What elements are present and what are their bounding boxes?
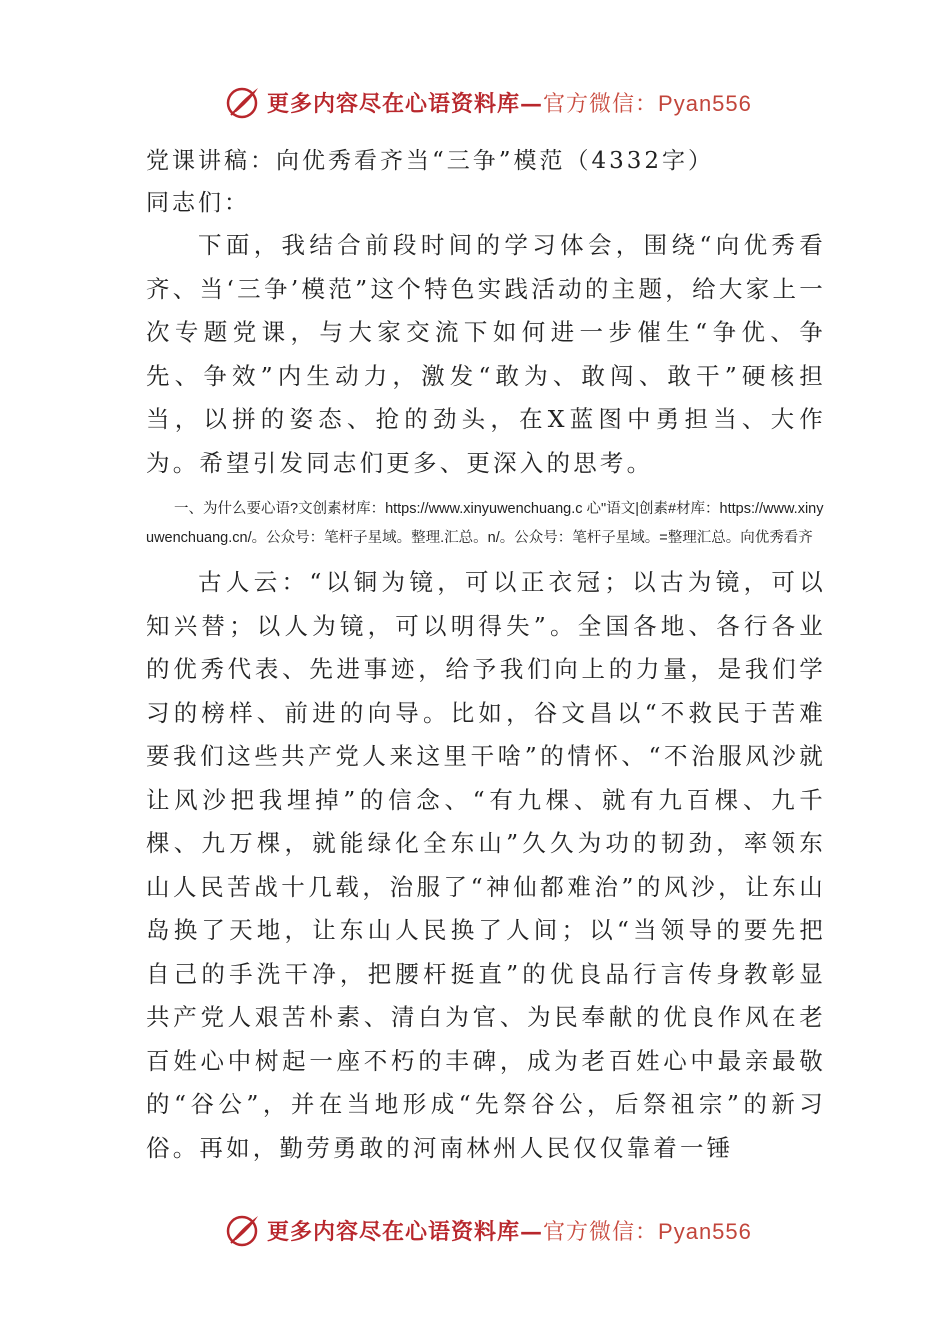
- header-banner-wechat-id: Pyan556: [658, 90, 752, 116]
- body-paragraph: 古人云：“以铜为镜，可以正衣冠；以古为镜，可以知兴替；以人为镜，可以明得失”。全国各地、各行各业的优秀代表、先进事迹，给予我们向上的力量，是我们学习的榜样、前进的向导。比如，谷文昌以“不救民于苦难要我们这些共产党人来这里干啥”的情怀、“不治服风沙就让风沙把我埋掉”的信念、“有九棵、就有九百棵、九千棵、九万棵，就能绿化全东山”久久为功的韧劲，率领东山人民苦战十几载，治服了“神仙都难治”的风沙，让东山岛换了天地，让东山人民换了人间；以“当领导的要先把自己的手洗干净，把腰杆挺直”的优良品行言传身教彰显共产党人艰苦朴素、清白为官、为民奉献的优良作风在老百姓心中树起一座不朽的丰碑，成为老百姓心中最亲最敬的“谷公”，并在当地形成“先祭谷公，后祭祖宗”的新习俗。再如，勤劳勇敢的河南林州人民仅仅靠着一锤: [146, 568, 826, 1162]
- footer-banner-main: 更多内容尽在心语资料库: [267, 1218, 521, 1245]
- document-body: [146, 140, 826, 1170]
- quill-pen-logo-icon: [225, 1212, 261, 1248]
- salutation: 同志们：: [146, 190, 250, 216]
- header-banner-dash: —: [520, 90, 544, 117]
- header-banner-main: 更多内容尽在心语资料库: [267, 90, 521, 117]
- section-heading: 一、为什么要心语?文创素材库：https://www.xinyuwenchuang.c 心"语文|创素#材库：https://www.xinyuwenchuang.cn/。公众号：笔杆子星域。整理.汇总。n/。公众号：笔杆子星域。=整理汇总。向优秀看齐: [146, 501, 824, 546]
- header-banner-official: 官方微信：: [543, 91, 659, 117]
- footer-banner-text: [267, 1215, 752, 1246]
- header-banner: [225, 82, 752, 122]
- header-banner-text: [267, 87, 752, 118]
- quill-pen-logo-icon: [225, 84, 261, 120]
- footer-banner: [225, 1210, 752, 1250]
- footer-banner-official: 官方微信：: [543, 1219, 659, 1245]
- footer-banner-wechat-id: Pyan556: [658, 1218, 752, 1244]
- footer-banner-dash: —: [520, 1218, 544, 1245]
- document-title: 党课讲稿：向优秀看齐当“三争”模范（4332字）: [146, 148, 715, 174]
- intro-paragraph: 下面，我结合前段时间的学习体会，围绕“向优秀看齐、当‘三争’模范”这个特色实践活动的主题，给大家上一次专题党课，与大家交流下如何进一步催生“争优、争先、争效”内生动力，激发“敢为、敢闯、敢干”硬核担当，以拼的姿态、抢的劲头，在X蓝图中勇担当、大作为。希望引发同志们更多、更深入的思考。: [146, 231, 826, 477]
